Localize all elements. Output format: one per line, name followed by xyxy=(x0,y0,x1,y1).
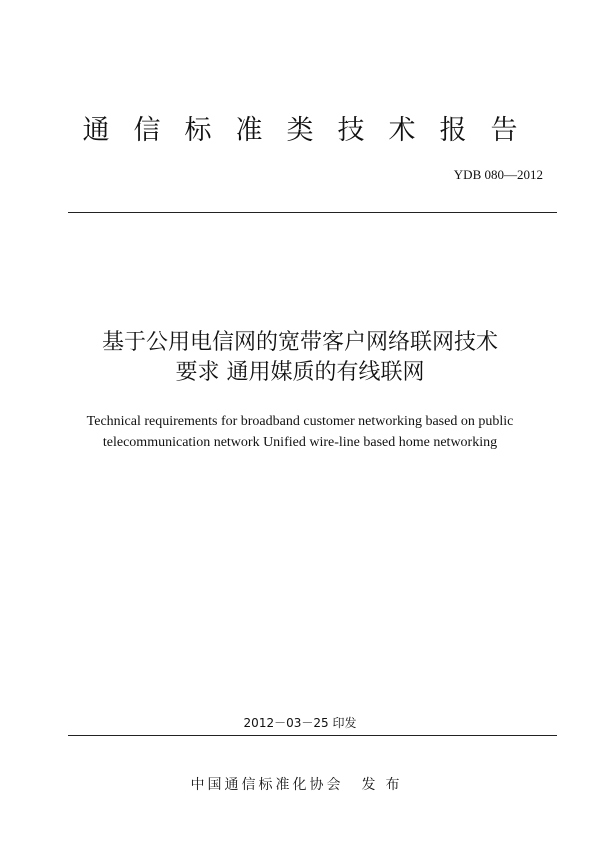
publish-action: 发布 xyxy=(361,777,410,793)
english-title-line-2: telecommunication network Unified wire-line based home networking xyxy=(102,435,498,450)
top-divider xyxy=(68,212,557,213)
english-title xyxy=(0,411,600,453)
bottom-divider xyxy=(68,735,557,736)
publisher-organization: 中国通信标准化协会 xyxy=(190,777,344,793)
chinese-title xyxy=(0,328,600,388)
publisher-line xyxy=(0,775,600,795)
document-number: YDB 080—2012 xyxy=(453,167,543,182)
print-date: 2012－03－25 印发 xyxy=(243,716,357,730)
chinese-title-line-2: 要求 通用媒质的有线联网 xyxy=(175,360,425,385)
series-title: 通信标准类技术报告 xyxy=(82,115,542,146)
english-title-line-1: Technical requirements for broadband customer networking based on public xyxy=(86,414,514,429)
chinese-title-line-1: 基于公用电信网的宽带客户网络联网技术 xyxy=(101,330,498,355)
